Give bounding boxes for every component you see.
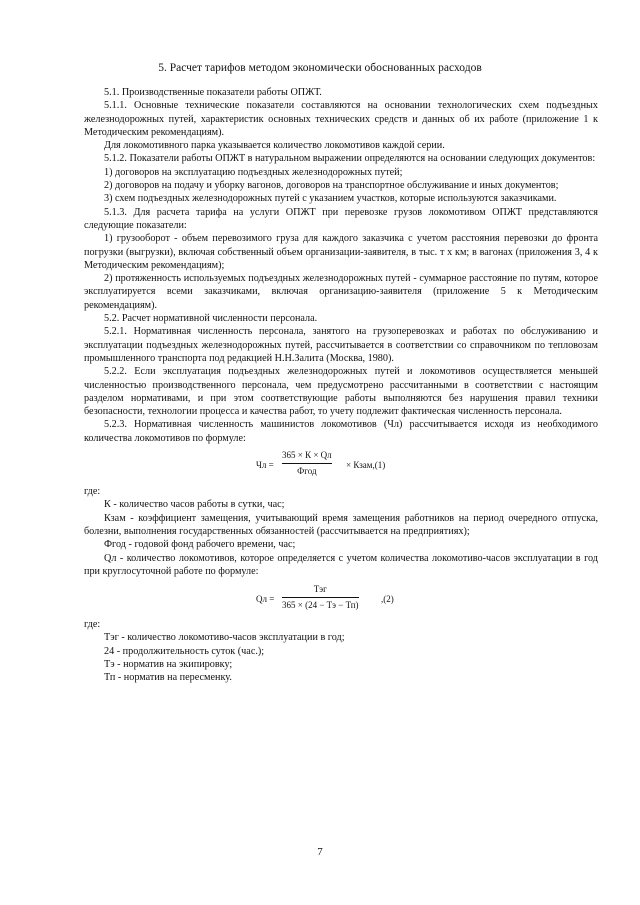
def-te: Тэ - норматив на экипировку; — [104, 658, 233, 670]
where-label-1: где: — [84, 486, 101, 498]
formula-1 — [84, 445, 598, 485]
formula-1-lhs: Чл = — [256, 460, 274, 471]
paragraph-5-1-1: 5.1.1. Основные технические показатели составляются на основании технологических схем подъездных железнодорожных путей, характеристик основных технических средств и данных об их работе (приложение 1 к Методическим рекомендациям). — [84, 100, 598, 138]
def-24: 24 - продолжительность суток (час.); — [104, 645, 265, 657]
def-tp: Тп - норматив на пересменку. — [104, 672, 232, 684]
paragraph-5-1-2: 5.1.2. Показатели работы ОПЖТ в натуральном выражении определяются на основании следующих документов: — [104, 153, 596, 165]
section-heading: 5. Расчет тарифов методом экономически обоснованных расходов — [158, 62, 482, 74]
fraction-bar — [282, 597, 359, 598]
formula-2-numerator: Тэг — [313, 584, 327, 595]
list-item-2: 2) договоров на подачу и уборку вагонов, договоров на транспортное обслуживание и иных документов; — [104, 180, 559, 192]
paragraph-5-1-3: 5.1.3. Для расчета тарифа на услуги ОПЖТ при перевозке грузов локомотивом ОПЖТ представляются следующие показатели: — [84, 206, 598, 231]
paragraph-5-2-2: 5.2.2. Если эксплуатация подъездных железнодорожных путей и локомотивов осуществляется меньшей численностью производственного персонала, чем предусмотрено рассчитанными в соответствии с настоящим разделом нормативами, и при этом соответствующие работы выполняются без нарушения правил техники безопасности, технологии процесса и качества работ, то учету подлежит фактическая численность персонала. — [84, 366, 598, 418]
list-item-3: 3) схем подъездных железнодорожных путей с указанием участков, которые используются заказчиками. — [104, 193, 557, 205]
def-ql: Qл - количество локомотивов, которое определяется с учетом количества локомотиво-часов эксплуатации в год при круглосуточной работе по формуле: — [84, 552, 598, 577]
formula-1-rhs: × Кзам,(1) — [346, 460, 386, 471]
formula-2 — [84, 578, 598, 618]
formula-2-denominator: 365 × (24 − Тэ − Тп) — [282, 600, 359, 611]
paragraph-5-2-3: 5.2.3. Нормативная численность машинистов локомотивов (Чл) рассчитывается исходя из необходимого количества локомотивов по формуле: — [84, 419, 598, 444]
formula-1-denominator: Фгод — [297, 466, 317, 477]
formula-1-fraction — [282, 449, 332, 479]
page-number: 7 — [317, 846, 323, 858]
list-item-1: 1) договоров на эксплуатацию подъездных железнодорожных путей; — [104, 166, 403, 178]
def-kzam: Кзам - коэффициент замещения, учитывающий время замещения работников на период очередного отпуска, болезни, выполнения государственных обязанностей (рассчитывается на предприятиях); — [84, 512, 598, 537]
formula-1-numerator: 365 × К × Qл — [282, 450, 332, 461]
fraction-bar — [282, 463, 332, 464]
formula-2-lhs: Qл = — [256, 594, 275, 605]
document-body — [84, 86, 598, 685]
formula-2-fraction — [282, 583, 359, 613]
formula-2-rhs: ,(2) — [381, 594, 394, 605]
paragraph-locomotive-park: Для локомотивного парка указывается количество локомотивов каждой серии. — [104, 140, 445, 152]
list-item-track-length: 2) протяженность используемых подъездных железнодорожных путей - суммарное расстояние по путям, которое эксплуатируется всеми заказчиками, включая организацию-заявителя (приложение 5 к Методическим рекомендациям). — [84, 273, 598, 311]
def-fgod: Фгод - годовой фонд рабочего времени, час; — [104, 539, 296, 551]
paragraph-5-2: 5.2. Расчет нормативной численности персонала. — [104, 313, 318, 325]
paragraph-5-2-1: 5.2.1. Нормативная численность персонала, занятого на грузоперевозках и работах по обслуживанию и эксплуатации подъездных железнодорожных путей, рассчитывается в соответствии со справочником по тепловозам промышленного транспорта под редакцией Н.Н.Залита (Москва, 1980). — [84, 326, 598, 364]
def-k: К - количество часов работы в сутки, час; — [104, 499, 285, 511]
list-item-cargo-turnover: 1) грузооборот - объем перевозимого груза для каждого заказчика с учетом расстояния перевозки до фронта погрузки (выгрузки), включая собственный объем организации-заявителя, в тыс. т x км; в вагонах (приложения 3, 4 к Методическим рекомендациям); — [84, 233, 598, 271]
def-teg: Тэг - количество локомотиво-часов эксплуатации в год; — [104, 632, 345, 644]
where-label-2: где: — [84, 619, 101, 631]
paragraph-5-1: 5.1. Производственные показатели работы ОПЖТ. — [104, 87, 322, 98]
